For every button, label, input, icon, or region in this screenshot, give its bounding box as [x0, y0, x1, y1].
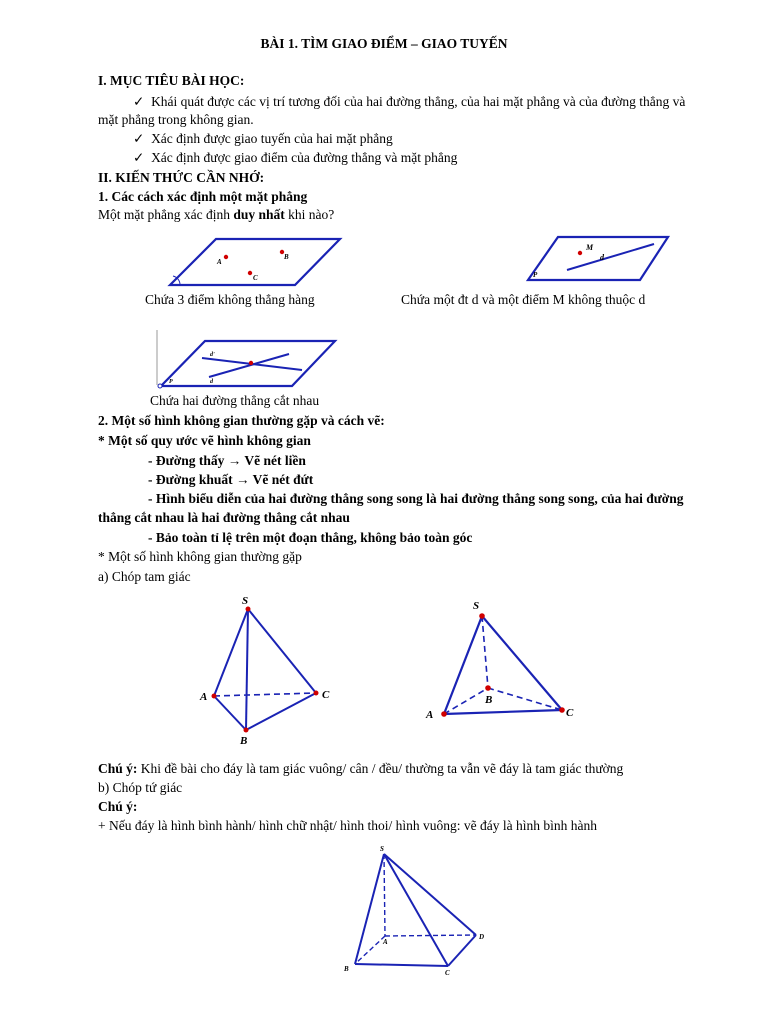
- label-b: B: [284, 253, 289, 261]
- triangular-pyramid-figure-1: [196, 592, 336, 748]
- rule-1-post: Vẽ nét liền: [241, 453, 306, 468]
- edge-sa: [444, 616, 482, 714]
- objective-1-line-2: mặt phẳng trong không gian.: [98, 112, 254, 127]
- note-label-2: Chú ý:: [98, 799, 138, 814]
- vertex-b: [244, 728, 249, 733]
- rule-hidden-lines: [148, 472, 313, 488]
- rule-parallel-lines-2: thẳng cắt nhau là hai đường thẳng cắt nhau: [98, 510, 350, 525]
- label-c: C: [445, 969, 450, 977]
- question-pre: Một mặt phẳng xác định: [98, 207, 234, 222]
- check-icon: ✓: [133, 94, 145, 109]
- caption-line-point: Chứa một đt d và một điểm M không thuộc d: [401, 292, 646, 307]
- edge-ac-hidden: [214, 693, 316, 696]
- subsection-1-heading: 1. Các cách xác định một mặt phẳng: [98, 189, 308, 204]
- caption-three-points: Chứa 3 điểm không thẳng hàng: [145, 292, 315, 307]
- label-s: S: [242, 595, 249, 607]
- label-c: C: [322, 689, 330, 701]
- line-d: [567, 244, 654, 270]
- rule-2-pre: - Đường khuất: [148, 472, 236, 487]
- edge-ac: [444, 710, 562, 714]
- edge-sc: [384, 854, 448, 966]
- rule-ratio: - Bảo toàn tỉ lệ trên một đoạn thẳng, không bảo toàn góc: [148, 530, 473, 545]
- plane-outline: [528, 237, 668, 280]
- check-icon: ✓: [133, 150, 145, 165]
- quadrilateral-pyramid-figure: [340, 840, 500, 980]
- vertex-a: [212, 694, 217, 699]
- rule-visible-lines: [148, 453, 306, 469]
- rule-1-pre: - Đường thấy: [148, 453, 228, 468]
- subsection-2-heading: 2. Một số hình không gian thường gặp và cách vẽ:: [98, 413, 385, 428]
- arrow-right-icon: →: [227, 453, 242, 468]
- label-a: A: [200, 691, 208, 703]
- plane-intersecting-lines-figure: [152, 325, 342, 391]
- check-icon: ✓: [133, 131, 145, 146]
- point-m: [578, 251, 582, 255]
- edge-sd: [384, 854, 476, 935]
- edge-sb: [355, 854, 384, 964]
- edge-cd: [448, 935, 476, 966]
- label-c: C: [566, 707, 574, 719]
- edge-ab-hidden: [444, 688, 488, 714]
- label-c: C: [253, 274, 258, 282]
- common-shapes-heading: * Một số hình không gian thường gặp: [98, 549, 302, 564]
- objective-2-text: Xác định được giao tuyến của hai mặt phẳng: [151, 131, 393, 146]
- corner-marker: [158, 384, 162, 388]
- label-s: S: [473, 600, 480, 612]
- conventions-heading: * Một số quy ước vẽ hình không gian: [98, 433, 311, 448]
- edge-bc-hidden: [488, 688, 562, 710]
- note-triangle-base: [98, 761, 623, 777]
- objective-2: [133, 131, 393, 147]
- point-a: [224, 255, 228, 259]
- edge-sc: [248, 609, 316, 693]
- note-parallelogram-base: + Nếu đáy là hình bình hành/ hình chữ nhật/ hình thoi/ hình vuông: vẽ đáy là hình bình hành: [98, 818, 597, 833]
- question-emphasis: duy nhất: [233, 207, 285, 222]
- intersection-point: [249, 361, 253, 365]
- plane-line-point-figure: [522, 232, 672, 284]
- vertex-s: [246, 607, 251, 612]
- label-d: D: [479, 933, 485, 941]
- caption-intersecting-lines: Chứa hai đường thẳng cắt nhau: [150, 393, 320, 408]
- vertex-c: [559, 707, 565, 713]
- item-b-quadrilateral-pyramid: b) Chóp tứ giác: [98, 780, 183, 795]
- edge-sa: [214, 609, 248, 696]
- objective-1-line-1: Khái quát được các vị trí tương đối của hai đường thẳng, của hai mặt phẳng và của đường thẳng và: [151, 94, 686, 109]
- edge-sa-hidden: [384, 854, 385, 936]
- vertex-c: [314, 691, 319, 696]
- label-d-prime: d': [210, 352, 215, 358]
- label-s: S: [380, 845, 384, 853]
- objective-3: [133, 150, 457, 166]
- arrow-right-icon: →: [235, 472, 250, 487]
- rule-2-post: Vẽ nét đứt: [249, 472, 314, 487]
- edge-sb-hidden: [482, 616, 488, 688]
- plane-three-points-figure: [160, 232, 350, 292]
- objective-3-text: Xác định được giao điểm của đường thẳng và mặt phẳng: [151, 150, 458, 165]
- triangular-pyramid-figure-2: [422, 594, 592, 724]
- edge-sb: [246, 609, 248, 730]
- vertex-a: [441, 711, 447, 717]
- point-c: [248, 271, 252, 275]
- label-d: d: [600, 253, 604, 262]
- label-a: A: [217, 258, 222, 266]
- label-d: d: [210, 379, 213, 385]
- vertex-s: [479, 613, 485, 619]
- label-b: B: [240, 735, 248, 747]
- edge-bc: [355, 964, 448, 966]
- line-d: [209, 354, 289, 377]
- rule-parallel-lines-1: - Hình biểu diễn của hai đường thẳng song song là hai đường thẳng song song, của hai đường: [148, 491, 684, 506]
- question-line: [98, 207, 334, 223]
- section-1-heading: I. MỤC TIÊU BÀI HỌC:: [98, 73, 245, 88]
- label-m: M: [586, 243, 594, 252]
- edge-sc: [482, 616, 562, 710]
- edge-bc: [246, 693, 316, 730]
- note-label: Chú ý:: [98, 761, 138, 776]
- label-a: A: [426, 709, 434, 721]
- edge-ab: [214, 696, 246, 730]
- item-a-triangular-pyramid: a) Chóp tam giác: [98, 569, 191, 584]
- note-text: Khi đề bài cho đáy là tam giác vuông/ cân / đều/ thường ta vẫn vẽ đáy là tam giác thường: [137, 761, 624, 776]
- label-p: P: [169, 379, 173, 385]
- section-2-heading: II. KIẾN THỨC CẦN NHỚ:: [98, 170, 265, 185]
- vertex-b: [485, 685, 491, 691]
- page-title: BÀI 1. TÌM GIAO ĐIỂM – GIAO TUYẾN: [260, 36, 508, 51]
- label-p: P: [533, 271, 538, 279]
- label-a: A: [383, 938, 388, 946]
- label-b: B: [485, 694, 493, 706]
- label-b: B: [344, 965, 349, 973]
- question-post: khi nào?: [284, 207, 335, 222]
- objective-1: [133, 94, 685, 110]
